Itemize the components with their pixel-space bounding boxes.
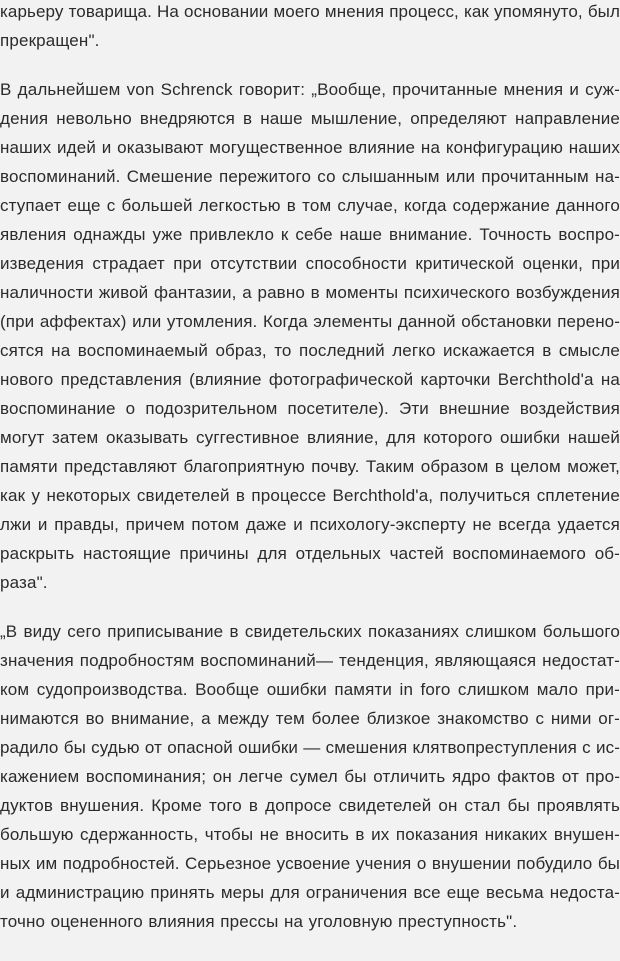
text-line: наших идей и оказывают могущественное влияние на конфигурацию наших xyxy=(0,138,620,157)
text-line: явления однажды уже привлекло к себе наше внимание. Точность воспро- xyxy=(0,225,620,244)
text-line: и администрацию принять меры для ограничения все еще весьма недоста- xyxy=(0,883,620,902)
text-line: нимаются во внимание, а между тем более близкое знакомство с ними ог- xyxy=(0,709,620,728)
text-line: нового представления (влияние фотографической карточки Berchthold'a на xyxy=(0,370,620,389)
text-line: изведения страдает при отсутствии способности критической оценки, при xyxy=(0,254,620,273)
text-line: раскрыть настоящие причины для отдельных частей воспоминаемого об- xyxy=(0,544,620,563)
text-line: ных им подробностей. Серьезное усвоение учения о внушении побудило бы xyxy=(0,854,620,873)
text-line: ком судопроизводства. Вообще ошибки памяти in foro слишком мало при- xyxy=(0,680,620,699)
text-line: В дальнейшем von Schrenck говорит: „Вообще, прочитанные мнения и суж- xyxy=(0,80,620,99)
text-line: дения невольно внедряются в наше мышление, определяют направление xyxy=(0,109,620,128)
text-line: могут затем оказывать суггестивное влияние, для которого ошибки нашей xyxy=(0,428,620,447)
text-line: прекращен". xyxy=(0,31,100,50)
text-line: памяти представляют благоприятную почву. Таким образом в целом может, xyxy=(0,457,620,476)
text-line: раза". xyxy=(0,573,48,592)
text-line: кажением воспоминания; он легче сумел бы отличить ядро фактов от про- xyxy=(0,767,620,786)
text-line: большую сдержанность, чтобы не вносить в их показания никаких внушен- xyxy=(0,825,620,844)
text-line: воспоминаний. Смешение пережитого со слышанным или прочитанным на- xyxy=(0,167,620,186)
text-line: значения подробностям воспоминаний— тенденция, являющаяся недостат- xyxy=(0,651,620,670)
text-line: сятся на воспоминаемый образ, то последний легко искажается в смысле xyxy=(0,341,620,360)
text-line: радило бы судью от опасной ошибки — смешения клятвопреступления с ис- xyxy=(0,738,620,757)
text-line: точно оцененного влияния прессы на уголовную преступность". xyxy=(0,912,518,931)
text-line: (при аффектах) или утомления. Когда элементы данной обстановки перено- xyxy=(0,312,620,331)
text-line: лжи и правды, причем потом даже и психологу-эксперту не всегда удается xyxy=(0,515,620,534)
text-line: карьеру товарища. На основании моего мнения процесс, как упомянуто, был xyxy=(0,2,620,21)
text-line: воспоминание о подозрительном посетителе). Эти внешние воздействия xyxy=(0,399,620,418)
text-line: ступает еще с большей легкостью в том случае, когда содержание данного xyxy=(0,196,620,215)
text-line: как у некоторых свидетелей в процессе Berchthold'a, получиться сплетение xyxy=(0,486,620,505)
text-line: дуктов внушения. Кроме того в допросе свидетелей он стал бы проявлять xyxy=(0,796,620,815)
text-line: „В виду сего приписывание в свидетельских показаниях слишком большого xyxy=(0,622,620,641)
text-line: наличности живой фантазии, а равно в моменты психического возбуждения xyxy=(0,283,620,302)
